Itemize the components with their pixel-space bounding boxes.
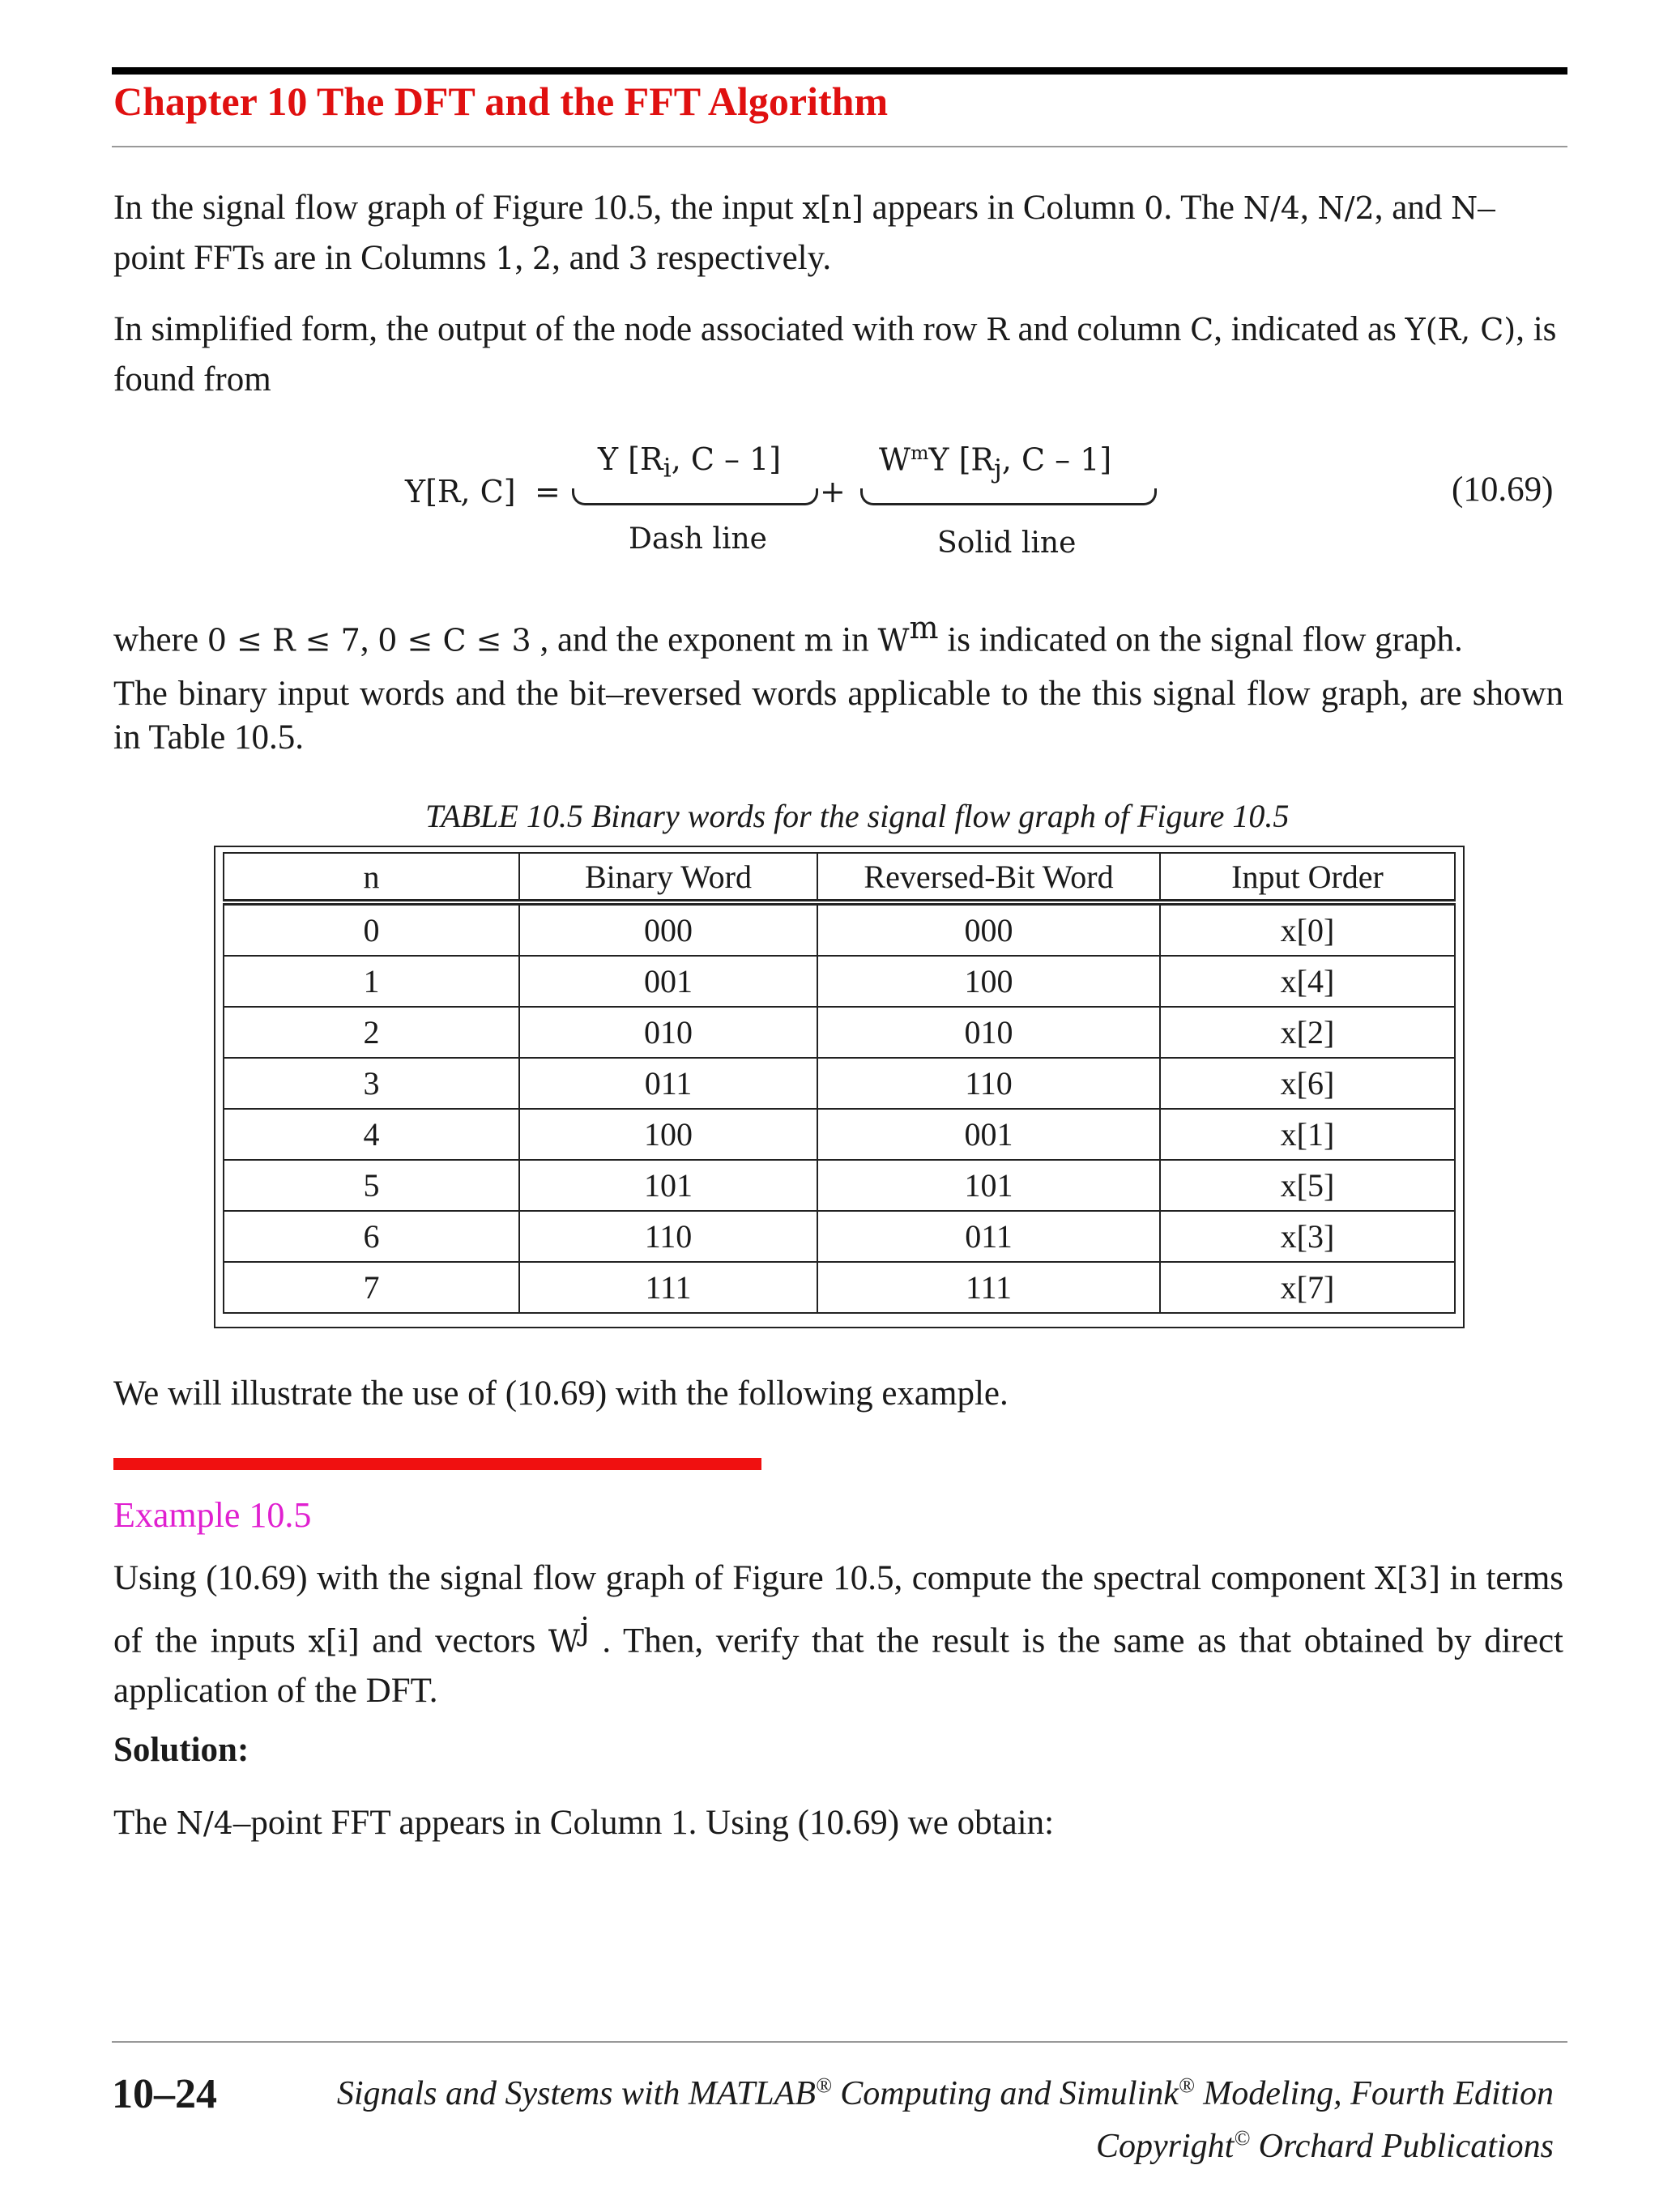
table-cell: 111 xyxy=(817,1262,1160,1313)
equation-term-1 xyxy=(598,441,781,484)
table-row xyxy=(224,1211,1455,1262)
math: Y [R xyxy=(598,441,663,477)
table-row xyxy=(224,1160,1455,1211)
math: N xyxy=(1451,190,1478,226)
math: x[i] xyxy=(308,1623,360,1660)
header-rule xyxy=(112,146,1567,147)
math: Y [R xyxy=(928,441,995,478)
table-cell: 4 xyxy=(224,1109,519,1160)
binary-words-table xyxy=(223,852,1456,1314)
paragraph-4: The binary input words and the bit–reversed words applicable to the this signal flow graph, are shown in Table 10.5. xyxy=(113,675,1563,757)
table-cell: 001 xyxy=(519,956,817,1007)
text: , xyxy=(1299,189,1318,227)
math: 1 xyxy=(495,241,515,276)
math: , C – 1] xyxy=(1001,441,1112,478)
paragraph-3 xyxy=(113,603,1563,665)
text: in terms of the inputs xyxy=(113,1559,1563,1660)
text: respectively. xyxy=(647,239,832,277)
header-n: n xyxy=(224,853,519,902)
text: , xyxy=(360,620,378,659)
underbrace-dash xyxy=(572,488,818,505)
math: m xyxy=(911,441,929,464)
table-row xyxy=(224,1058,1455,1109)
math: R xyxy=(986,312,1009,347)
text: –point FFTs are in Columns xyxy=(113,189,1495,277)
table-cell: 110 xyxy=(519,1211,817,1262)
copyright-mark: © xyxy=(1234,2126,1251,2150)
header-input-order: Input Order xyxy=(1160,853,1455,902)
table-cell: x[1] xyxy=(1160,1109,1455,1160)
table-cell: 010 xyxy=(817,1007,1160,1058)
text: Copyright xyxy=(1096,2128,1235,2165)
math: N/4 xyxy=(1243,190,1300,226)
table-header-row xyxy=(224,853,1455,902)
table-row xyxy=(224,956,1455,1007)
equation-lhs: Y[R, C] xyxy=(405,474,516,509)
text: –point FFT appears in Column 1. Using (10.69) we obtain: xyxy=(232,1804,1055,1842)
text: Signals and Systems with MATLAB xyxy=(336,2075,816,2112)
table-cell: 110 xyxy=(817,1058,1160,1109)
text: Using (10.69) with the signal flow graph of Figure 10.5, compute the spectral component xyxy=(113,1559,1375,1597)
equals-sign: = xyxy=(535,474,561,509)
text: , and xyxy=(552,239,629,277)
table-cell: 5 xyxy=(224,1160,519,1211)
text: and vectors xyxy=(359,1622,548,1660)
table-cell: 000 xyxy=(817,902,1160,956)
table-caption: TABLE 10.5 Binary words for the signal flow graph of Figure 10.5 xyxy=(425,798,1290,834)
text: The xyxy=(113,1804,177,1842)
text: , and xyxy=(1374,189,1452,227)
table-cell: 3 xyxy=(224,1058,519,1109)
text: and column xyxy=(1009,310,1191,348)
table-cell: 2 xyxy=(224,1007,519,1058)
text: , is found from xyxy=(113,310,1557,399)
header-top-rule xyxy=(112,67,1567,75)
book-title xyxy=(337,2073,1554,2113)
math: W xyxy=(879,441,911,478)
math: m xyxy=(804,622,834,658)
solution-label: Solution: xyxy=(113,1731,249,1769)
text: Orchard Publications xyxy=(1250,2128,1554,2165)
math: C xyxy=(1190,312,1214,347)
math: X[3] xyxy=(1375,1561,1440,1596)
math: 2 xyxy=(531,241,552,276)
header-reversed-bit-word: Reversed-Bit Word xyxy=(817,853,1160,902)
paragraph-5: We will illustrate the use of (10.69) with the following example. xyxy=(113,1375,1009,1413)
math: i xyxy=(663,454,672,484)
table-cell: 111 xyxy=(519,1262,817,1313)
math: x[n] xyxy=(802,190,864,226)
table-cell: x[6] xyxy=(1160,1058,1455,1109)
header-binary-word: Binary Word xyxy=(519,853,817,902)
math: m xyxy=(909,610,939,646)
solid-line-label: Solid line xyxy=(937,526,1077,560)
math: W xyxy=(548,1623,580,1660)
table-cell: 100 xyxy=(817,956,1160,1007)
chapter-title: Chapter 10 The DFT and the FFT Algorithm xyxy=(113,79,889,124)
text: appears in Column xyxy=(863,189,1145,227)
table-cell: x[7] xyxy=(1160,1262,1455,1313)
table-cell: 011 xyxy=(817,1211,1160,1262)
math: 0 ≤ R ≤ 7 xyxy=(207,622,360,658)
math: Y(R, C) xyxy=(1405,312,1516,347)
table-row xyxy=(224,1109,1455,1160)
table-cell: 101 xyxy=(817,1160,1160,1211)
table-row xyxy=(224,1007,1455,1058)
math: 0 xyxy=(1144,190,1164,226)
table-cell: x[2] xyxy=(1160,1007,1455,1058)
plus-sign: + xyxy=(820,474,846,509)
text: In simplified form, the output of the node associated with row xyxy=(113,310,987,348)
paragraph-1 xyxy=(113,183,1563,283)
table-cell: x[4] xyxy=(1160,956,1455,1007)
table-cell: x[0] xyxy=(1160,902,1455,956)
math: j xyxy=(994,454,1002,484)
text: where xyxy=(113,620,207,659)
table-cell: 011 xyxy=(519,1058,817,1109)
text: Computing and Simulink xyxy=(831,2075,1179,2112)
text: . The xyxy=(1163,189,1243,227)
example-divider xyxy=(113,1458,761,1470)
footer-rule xyxy=(112,2041,1567,2043)
table-cell: 010 xyxy=(519,1007,817,1058)
text: . Then, verify that the result is the same as that obtained by direct application of the DFT. xyxy=(113,1622,1563,1711)
table-row xyxy=(224,902,1455,956)
text: , indicated as xyxy=(1213,310,1405,348)
table-cell: 1 xyxy=(224,956,519,1007)
registered-mark: ® xyxy=(1178,2073,1195,2097)
math: W xyxy=(877,622,910,658)
table-row xyxy=(224,1262,1455,1313)
dash-line-label: Dash line xyxy=(629,522,767,556)
page-number: 10–24 xyxy=(112,2071,217,2117)
table-cell: 001 xyxy=(817,1109,1160,1160)
equation-number: (10.69) xyxy=(1452,471,1554,509)
table-cell: 0 xyxy=(224,902,519,956)
solution-text xyxy=(113,1798,1563,1848)
equation-term-2 xyxy=(879,441,1111,484)
table-cell: 6 xyxy=(224,1211,519,1262)
registered-mark: ® xyxy=(815,2073,832,2097)
example-title: Example 10.5 xyxy=(113,1495,312,1535)
text: , and the exponent xyxy=(531,620,804,659)
paragraph-2 xyxy=(113,305,1563,405)
text: Modeling, Fourth Edition xyxy=(1194,2075,1554,2112)
text: , xyxy=(514,239,532,277)
copyright xyxy=(1096,2126,1554,2166)
text: is indicated on the signal flow graph. xyxy=(938,620,1463,659)
example-statement xyxy=(113,1554,1563,1716)
math: N/2 xyxy=(1317,190,1375,226)
text: in xyxy=(833,620,878,659)
table-cell: 101 xyxy=(519,1160,817,1211)
table-cell: 100 xyxy=(519,1109,817,1160)
underbrace-solid xyxy=(860,488,1157,505)
math: N/4 xyxy=(176,1805,233,1841)
math: , C – 1] xyxy=(671,441,782,477)
table-cell: x[3] xyxy=(1160,1211,1455,1262)
text: In the signal flow graph of Figure 10.5, the input xyxy=(113,189,803,227)
math: 0 ≤ C ≤ 3 xyxy=(377,622,531,658)
table-cell: x[5] xyxy=(1160,1160,1455,1211)
math: j xyxy=(579,1611,590,1647)
table-cell: 000 xyxy=(519,902,817,956)
math: 3 xyxy=(628,241,648,276)
table-cell: 7 xyxy=(224,1262,519,1313)
